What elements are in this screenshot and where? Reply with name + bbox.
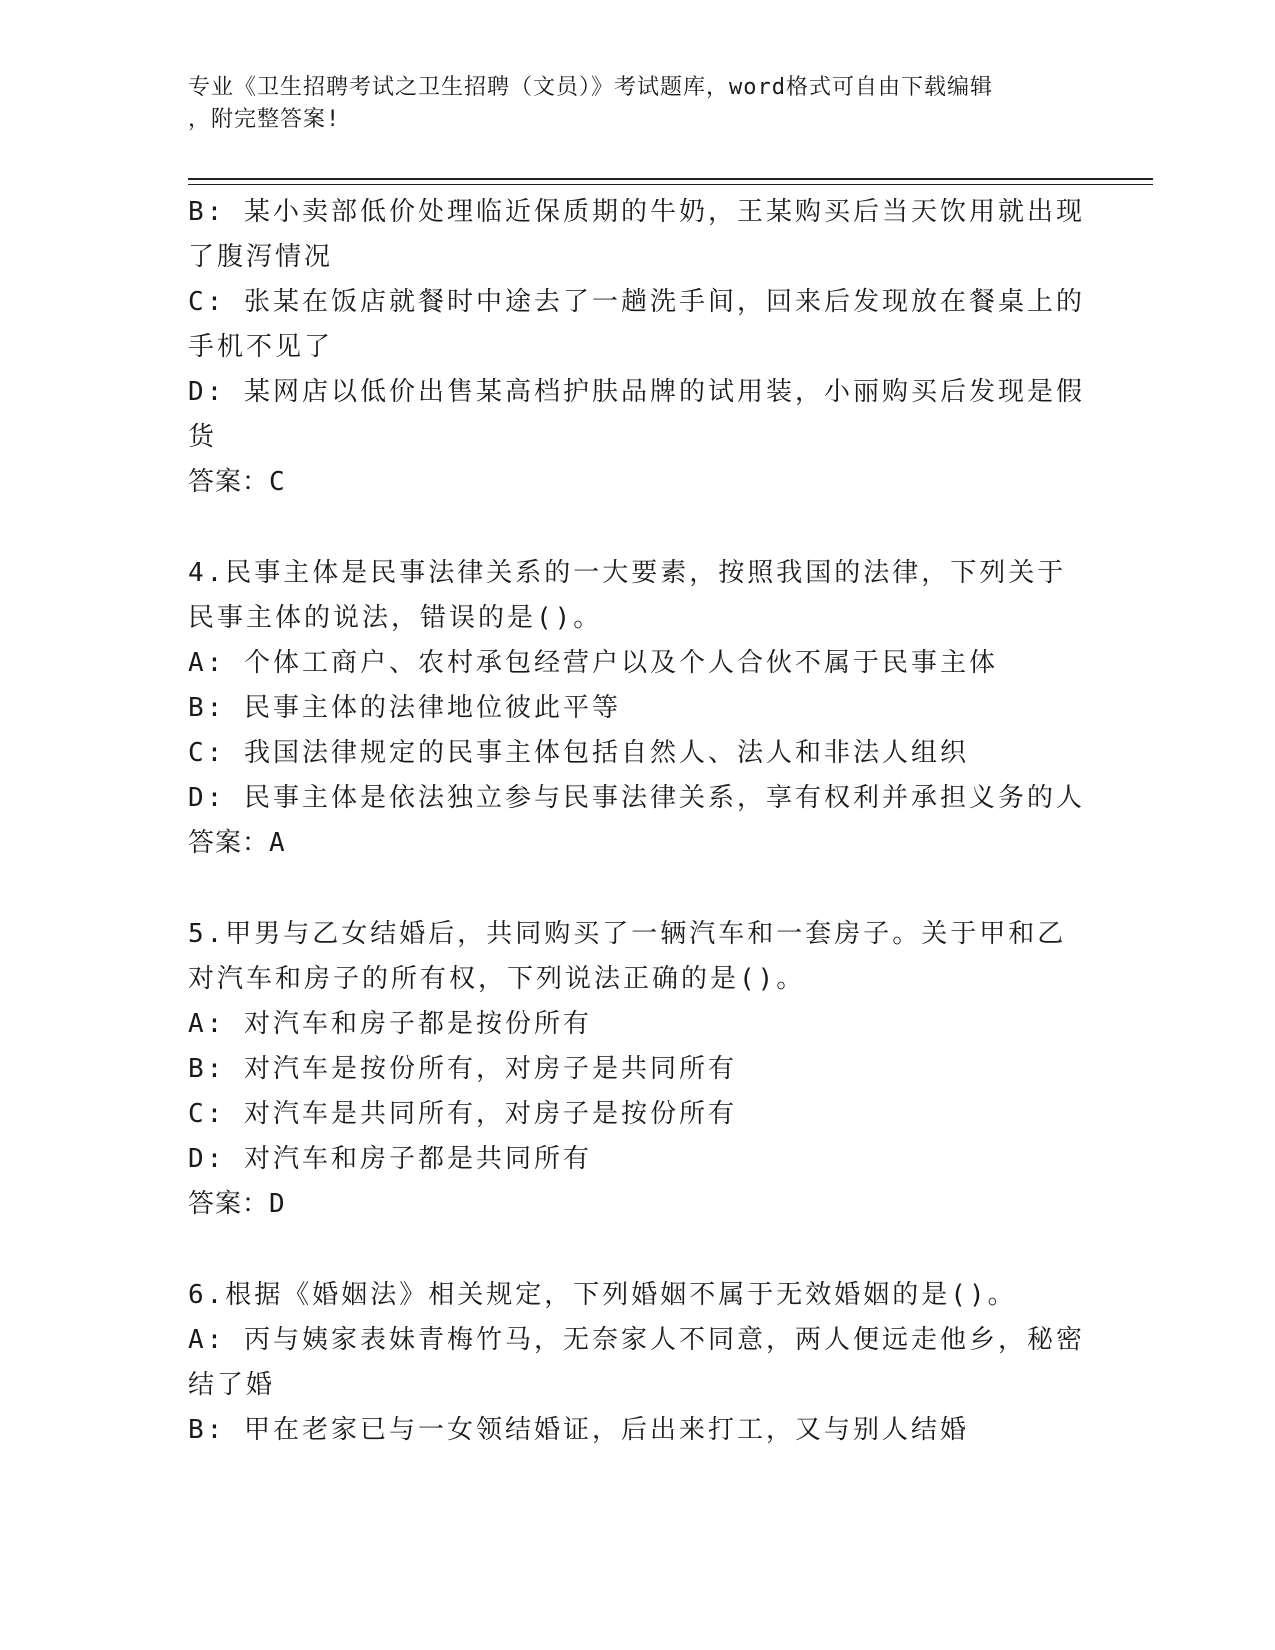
option-a: A: 个体工商户、农村承包经营户以及个人合伙不属于民事主体: [188, 648, 998, 678]
question-stem-line1: 4.民事主体是民事法律关系的一大要素，按照我国的法律，下列关于: [188, 558, 1067, 588]
option-d-line1: D: 某网店以低价出售某高档护肤品牌的试用装，小丽购买后发现是假: [188, 377, 1085, 407]
question-stem-line1: 5.甲男与乙女结婚后，共同购买了一辆汽车和一套房子。关于甲和乙: [188, 919, 1067, 949]
option-d: D: 民事主体是依法独立参与民事法律关系，享有权利并承担义务的人: [188, 783, 1085, 813]
question-stem-line1: 6.根据《婚姻法》相关规定，下列婚姻不属于无效婚姻的是()。: [188, 1280, 1017, 1310]
document-header: [188, 72, 1088, 136]
header-title-line2: ，附完整答案!: [188, 107, 341, 132]
option-c-line2: 手机不见了: [188, 332, 334, 362]
option-b-line1: B: 某小卖部低价处理临近保质期的牛奶，王某购买后当天饮用就出现: [188, 197, 1085, 227]
header-rule-thick: [188, 178, 1153, 180]
question-stem-line2: 对汽车和房子的所有权，下列说法正确的是()。: [188, 964, 806, 994]
option-a-line2: 结了婚: [188, 1370, 276, 1400]
question-6: [188, 1273, 1088, 1453]
answer-label: 答案：C: [188, 467, 286, 497]
option-c-line1: C: 张某在饭店就餐时中途去了一趟洗手间，回来后发现放在餐桌上的: [188, 287, 1085, 317]
spacer: [188, 505, 1088, 551]
question-3: [188, 190, 1088, 505]
spacer: [188, 1227, 1088, 1273]
answer-label: 答案：A: [188, 828, 286, 858]
option-d: D: 对汽车和房子都是共同所有: [188, 1144, 592, 1174]
question-5: [188, 912, 1088, 1227]
option-b-line2: 了腹泻情况: [188, 242, 334, 272]
question-stem-line2: 民事主体的说法，错误的是()。: [188, 603, 603, 633]
option-a-line1: A: 丙与姨家表妹青梅竹马，无奈家人不同意，两人便远走他乡，秘密: [188, 1325, 1085, 1355]
option-d-line2: 货: [188, 422, 218, 452]
question-content: [188, 190, 1088, 1453]
spacer: [188, 866, 1088, 912]
answer-label: 答案：D: [188, 1189, 286, 1219]
header-rule-thin: [188, 184, 1153, 185]
header-title-line1: 专业《卫生招聘考试之卫生招聘（文员）》考试题库，word格式可自由下载编辑: [188, 75, 993, 100]
option-b: B: 对汽车是按份所有，对房子是共同所有: [188, 1054, 737, 1084]
option-b: B: 甲在老家已与一女领结婚证，后出来打工，又与别人结婚: [188, 1415, 969, 1445]
option-c: C: 我国法律规定的民事主体包括自然人、法人和非法人组织: [188, 738, 969, 768]
option-b: B: 民事主体的法律地位彼此平等: [188, 693, 621, 723]
question-4: [188, 551, 1088, 866]
option-a: A: 对汽车和房子都是按份所有: [188, 1009, 592, 1039]
option-c: C: 对汽车是共同所有，对房子是按份所有: [188, 1099, 737, 1129]
